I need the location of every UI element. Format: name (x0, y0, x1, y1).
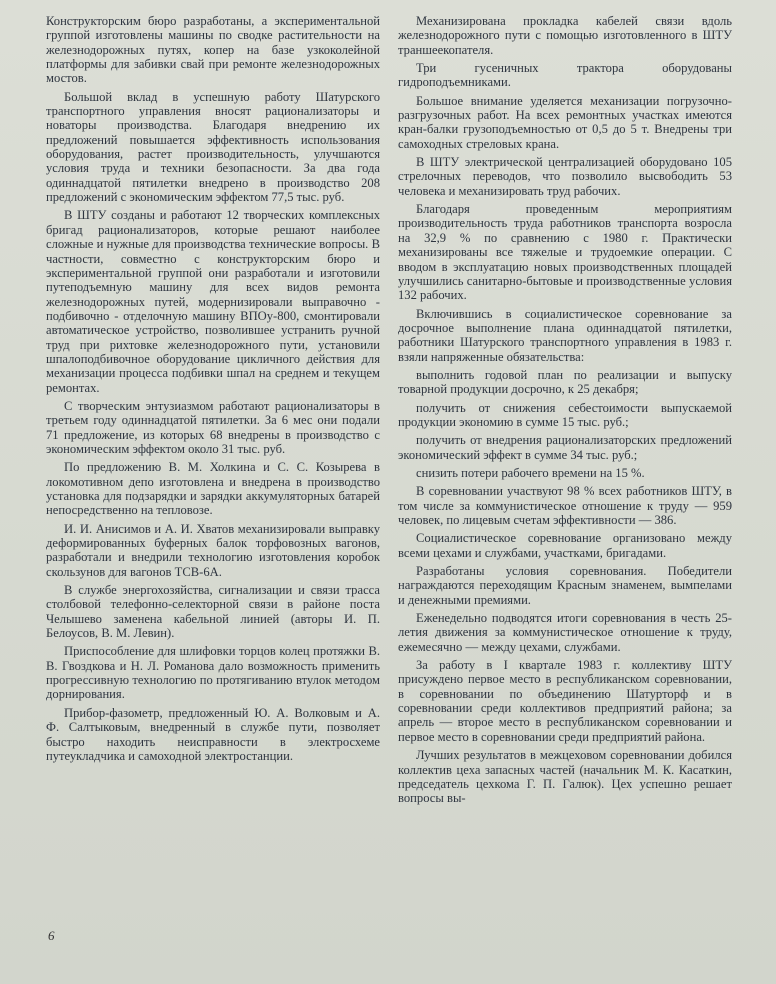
paragraph-phase-meter: Прибор-фазометр, предложенный Ю. А. Волковым и А. Ф. Салтыковым, внедренный в службе пути, позволяет быстро находить неисправности в электросхеме путеукладчика и самоходной электростанции. (46, 705, 380, 763)
paragraph-best-results: Лучших результатов в межцеховом соревновании добился коллектив цеха запасных частей (начальник М. К. Касаткин, председатель цехкома Г. П. Галюк). Цех успешно решает вопросы вы- (398, 748, 732, 806)
paragraph-productivity: Благодаря проведенным мероприятиям производительность труда работников транспорта возросла на 32,9 % по сравнению с 1980 г. Практически механизированы все тяжелые и трудоемкие операции. С вводом в эксплуатацию новых производственных площадей улучшились санитарно-бытовые и производственные условия 132 рабочих. (398, 202, 732, 303)
paragraph-first-quarter: За работу в I квартале 1983 г. коллективу ШТУ присуждено первое место в республиканском соревновании, в соревновании по объединению Шатурторф и в соревновании среди коллективов предприятий района; за апрель — второе место в республиканском соревновании и первое место в соревновании среди предприятий района. (398, 658, 732, 744)
paragraph-cable-laying: Механизирована прокладка кабелей связи вдоль железнодорожного пути с помощью изготовленного в ШТУ траншеекопателя. (398, 14, 732, 57)
paragraph-anisimov-hvatov: И. И. Анисимов и А. И. Хватов механизировали выправку деформированных буферных балок торфовозных вагонов, разработали и внедрили технологию изготовления коробок скользунов для вагонов ТСВ-6А. (46, 521, 380, 579)
paragraph-creative-brigades: В ШТУ созданы и работают 12 творческих комплексных бригад рационализаторов, которые решают наиболее сложные и нужные для производства технические вопросы. В частности, совместно с конструкторским бюро и экспериментальной группой они разработали и изготовили путеподъемную машину для всех видов ремонта железнодорожных путей, модернизировали выправочно - подбивочно - отделочную машину ВПОу-800, смонтировали автоматическое устройство, позволившее устранить ручной труд при рихтовке железнодорожного пути, установили шпалоподбивочное оборудование цикличного действия для механизации процесса подбивки шпал на среднем и текущем ремонтах. (46, 208, 380, 395)
obligation-item-rationalization: получить от внедрения рационализаторских предложений экономический эффект в сумме 34 тыс. руб.; (398, 433, 732, 462)
obligation-item-time-loss: снизить потери рабочего времени на 15 %. (416, 465, 645, 480)
paragraph-design-bureau: Конструкторским бюро разработаны, а экспериментальной группой изготовлены машины по сводке растительности на железнодорожных путях, копер на базе узкоколейной платформы для забивки свай при ремонте железнодорожных мостов. (46, 14, 380, 86)
obligation-item-cost: получить от снижения себестоимости выпускаемой продукции экономию в сумме 15 тыс. руб.; (398, 400, 732, 429)
right-column (398, 14, 732, 810)
paragraph-participation: В соревновании участвуют 98 % всех работников ШТУ, в том числе за коммунистическое отношение к труду — 959 человек, по лицевым счетам эффективности — 386. (398, 484, 732, 527)
paragraph-grinding-device: Приспособление для шлифовки торцов колец протяжки В. В. Гвоздкова и Н. Л. Романова дало возможность применить прогрессивную технологию по протягиванию втулок методом дорнирования. (46, 644, 380, 702)
left-column (46, 14, 380, 767)
paragraph-competition-intro: Включившись в социалистическое соревнование за досрочное выполнение плана одиннадцатой пятилетки, работники Шатурского транспортного управления в 1983 г. взяли напряженные обязательства: (398, 306, 732, 364)
paragraph-conditions: Разработаны условия соревнования. Победители награждаются переходящим Красным знаменем, вымпелами и денежными премиями. (398, 564, 732, 607)
paragraph-centralization: В ШТУ электрической централизацией оборудовано 105 стрелочных переводов, что позволило высвободить 53 человека и механизировать труд рабочих. (398, 155, 732, 198)
page-number: 6 (48, 928, 55, 943)
paragraph-enthusiasm: С творческим энтузиазмом работают рационализаторы в третьем году одиннадцатой пятилетки. За 6 мес они подали 71 предложение, из которых 68 внедрены в производство с экономическим эффектом около 31 тыс. руб. (46, 398, 380, 456)
paragraph-organization: Социалистическое соревнование организовано между всеми цехами и службами, участками, бригадами. (398, 531, 732, 560)
paragraph-tractors: Три гусеничных трактора оборудованы гидроподъемниками. (398, 61, 732, 90)
paragraph-rationalizers: Большой вклад в успешную работу Шатурского транспортного управления вносят рационализаторы и новаторы производства. Благодаря внедрению их предложений повышается эффективность использования оборудования, растет производительность, улучшаются условия труда и техники безопасности. За два года одиннадцатой пятилетки внедрено в производство 208 предложений с экономическим эффектом 77,5 тыс. руб. (46, 89, 380, 205)
obligation-item-plan: выполнить годовой план по реализации и выпуску товарной продукции досрочно, к 25 декабря; (398, 367, 732, 397)
paragraph-holkin-kozyrev: По предложению В. М. Холкина и С. С. Козырева в локомотивном депо изготовлена и внедрена в производство установка для подзарядки и зарядки аккумуляторных батарей непосредственно на тепловозе. (46, 460, 380, 518)
paragraph-loading-mechanization: Большое внимание уделяется механизации погрузочно-разгрузочных работ. На всех ремонтных участках имеются кран-балки грузоподъемностью от 0,5 до 5 т. Внедрены три самоходных стреловых крана. (398, 93, 732, 151)
paragraph-energy-service: В службе энергохозяйства, сигнализации и связи трасса столбовой телефонно-селекторной связи в районе поста Челышево заменена кабельной линией (авторы И. П. Белоусов, В. М. Левин). (46, 583, 380, 641)
paragraph-weekly-results: Еженедельно подводятся итоги соревнования в честь 25-летия движения за коммунистическое отношение к труду, ежемесячно — между цехами, службами. (398, 611, 732, 654)
